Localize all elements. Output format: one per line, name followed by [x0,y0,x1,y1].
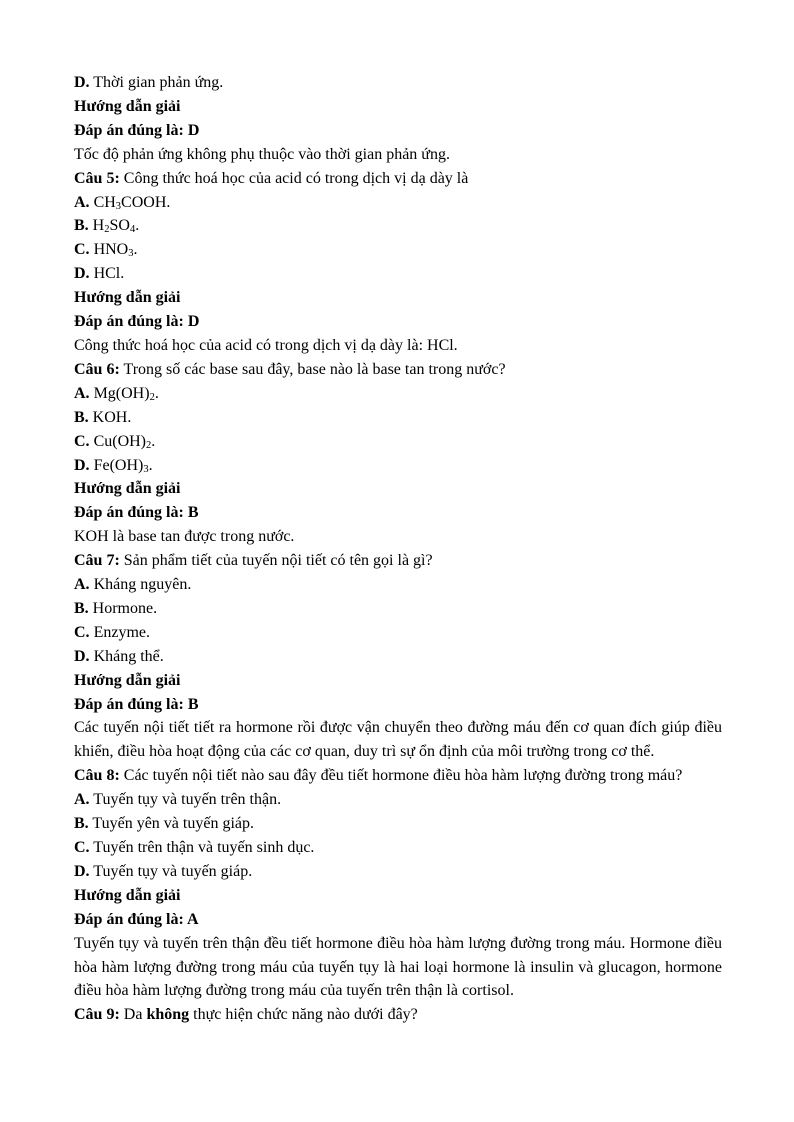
subscript-run: 2 [104,224,110,236]
subscript-run: 3 [128,248,134,260]
text-run: Tuyến yên và tuyến giáp. [88,815,254,833]
explanation [74,334,722,358]
text-run: Tuyến tụy và tuyến trên thận. [89,791,282,809]
question [74,167,722,191]
text-run: COOH. [121,193,171,211]
text-run: . [133,241,138,259]
subscript-run: 3 [115,200,122,212]
bold-text-run: Đáp án đúng là: D [74,121,200,139]
text-run: Tuyến tụy và tuyến giáp. [89,862,253,880]
bold-text-run: A. [74,384,90,402]
text-run: . [154,384,159,402]
bold-text-run: C. [74,432,90,450]
explanation [74,525,722,549]
bold-text-run: C. [74,623,90,641]
question [74,1003,722,1027]
answer-option [74,597,722,621]
answer-option [74,621,722,645]
answer-option [74,191,722,215]
text-run: HNO [89,241,129,259]
question [74,549,722,573]
text-run: thực hiện chức năng nào dưới đây? [189,1006,418,1024]
bold-text-run: Hướng dẫn giải [74,671,181,689]
text-run: Kháng nguyên. [89,576,192,594]
bold-text-run: D. [74,647,90,665]
answer-option [74,406,722,430]
bold-text-run: D. [74,456,90,474]
correct-answer [74,501,722,525]
answer-option [74,454,722,478]
bold-text-run: B. [74,217,89,235]
bold-text-run: Câu 7: [74,552,120,570]
solution-heading [74,669,722,693]
bold-text-run: A. [74,791,90,809]
answer-option [74,573,722,597]
answer-option [74,788,722,812]
bold-text-run: B. [74,815,89,833]
text-run: Tốc độ phản ứng không phụ thuộc vào thời gian phản ứng. [74,145,450,163]
correct-answer [74,310,722,334]
subscript-run: 2 [149,391,155,403]
bold-text-run: Đáp án đúng là: D [74,313,200,331]
bold-text-run: Câu 6: [74,360,120,378]
subscript-run: 4 [129,224,136,236]
text-run: Tuyến trên thận và tuyến sinh dục. [89,839,315,856]
text-run: Công thức hoá học của acid có trong dịch vị dạ dày là [119,169,469,187]
text-run: . [151,432,156,450]
answer-option [74,812,722,836]
text-run: Cu(OH) [89,432,146,450]
explanation [74,932,722,1004]
correct-answer [74,908,722,932]
bold-text-run: Câu 5: [74,169,120,187]
bold-text-run: B. [74,408,89,426]
bold-text-run: Câu 8: [74,767,120,785]
text-run: KOH là base tan được trong nước. [74,528,295,546]
text-run: Mg(OH) [89,384,150,402]
text-run: Da [119,1006,147,1024]
bold-text-run: Đáp án đúng là: B [74,504,199,522]
bold-text-run: Hướng dẫn giải [74,289,181,307]
bold-text-run: Đáp án đúng là: B [74,695,199,713]
text-run: Fe(OH) [89,456,144,474]
answer-option [74,214,722,238]
question [74,358,722,382]
correct-answer [74,693,722,717]
bold-text-run: không [146,1006,190,1024]
text-run: Trong số các base sau đây, base nào là base tan trong nước? [119,360,506,378]
answer-option [74,645,722,669]
answer-option [74,430,722,454]
text-run: KOH. [88,408,132,426]
solution-heading [74,884,722,908]
solution-heading [74,95,722,119]
text-run: H [88,217,105,235]
bold-text-run: A. [74,576,90,594]
text-run: Enzyme. [89,623,150,641]
text-run: Sản phẩm tiết của tuyến nội tiết có tên gọi là gì? [119,552,433,570]
solution-heading [74,286,722,310]
text-run: Tuyến tụy và tuyến trên thận đều tiết hormone điều hòa hàm lượng đường trong máu. Hormone điều hòa hàm lượng đường trong máu của tuyến tụy là hai loại hormone là insulin và glucagon, hormone điều hòa hàm lượng đường trong máu của tuyến trên thận là cortisol. [74,934,722,1000]
bold-text-run: Hướng dẫn giải [74,97,181,115]
bold-text-run: Câu 9: [74,1006,120,1024]
text-run: CH [89,193,116,211]
correct-answer [74,119,722,143]
answer-option [74,836,722,860]
subscript-run: 2 [146,439,152,451]
explanation [74,716,722,764]
bold-text-run: D. [74,74,90,91]
bold-text-run: Hướng dẫn giải [74,480,181,498]
text-run: Công thức hoá học của acid có trong dịch vị dạ dày là: HCl. [74,336,458,354]
bold-text-run: Đáp án đúng là: A [74,910,199,928]
answer-option [74,71,722,95]
subscript-run: 3 [143,463,149,475]
bold-text-run: C. [74,839,90,856]
text-run: Thời gian phản ứng. [89,74,224,91]
answer-option [74,262,722,286]
text-run: Kháng thể. [89,647,164,665]
text-run: Các tuyến nội tiết tiết ra hormone rồi được vận chuyển theo đường máu đến cơ quan đích giúp điều khiển, điều hòa hoạt động của các cơ quan, duy trì sự ổn định của môi trường trong cơ thể. [74,719,722,761]
text-run: Hormone. [88,599,158,617]
bold-text-run: D. [74,265,90,283]
document-content [74,71,722,1027]
bold-text-run: A. [74,193,90,211]
bold-text-run: D. [74,862,90,880]
text-run: . [135,217,140,235]
text-run: HCl. [89,265,125,283]
explanation [74,143,722,167]
text-run: . [148,456,153,474]
answer-option [74,238,722,262]
text-run: Các tuyến nội tiết nào sau đây đều tiết hormone điều hòa hàm lượng đường trong máu? [119,767,683,785]
answer-option [74,382,722,406]
bold-text-run: B. [74,599,89,617]
text-run: SO [109,217,130,235]
question [74,764,722,788]
solution-heading [74,477,722,501]
bold-text-run: Hướng dẫn giải [74,886,181,904]
bold-text-run: C. [74,241,90,259]
answer-option [74,860,722,884]
